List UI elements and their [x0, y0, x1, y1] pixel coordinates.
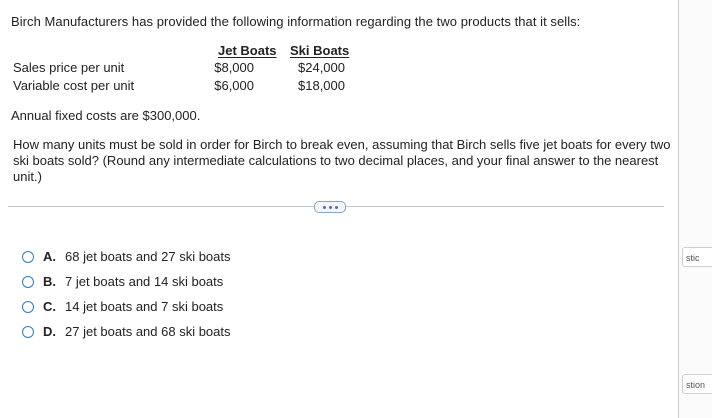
option-text: 68 jet boats and 27 ski boats: [65, 249, 231, 264]
option-text: 27 jet boats and 68 ski boats: [65, 324, 231, 339]
answer-options: [22, 244, 231, 344]
cell-jet-sales-price: $8,000: [214, 60, 254, 75]
column-header-ski-boats: Ski Boats: [290, 43, 350, 58]
option-text: 7 jet boats and 14 ski boats: [65, 274, 224, 289]
cell-jet-variable-cost: $6,000: [214, 78, 254, 93]
problem-intro: Birch Manufacturers has provided the following information regarding the two products that it sells:: [11, 14, 581, 29]
radio-button-a[interactable]: [22, 251, 34, 263]
radio-button-c[interactable]: [22, 301, 34, 313]
radio-button-d[interactable]: [22, 326, 34, 338]
fixed-costs-text: Annual fixed costs are $300,000.: [11, 108, 201, 123]
row-label-variable-cost: Variable cost per unit: [13, 78, 135, 93]
cell-ski-sales-price: $24,000: [298, 60, 345, 75]
option-d[interactable]: [22, 319, 231, 344]
option-letter: C.: [43, 299, 56, 314]
cell-ski-variable-cost: $18,000: [298, 78, 345, 93]
side-tab-statistics[interactable]: stic: [682, 247, 712, 267]
question-text: How many units must be sold in order for Birch to break even, assuming that Birch sells five jet boats for every two ski boats sold? (Round any intermediate calculations to two decimal places, and your final answer to the nearest unit.): [13, 137, 671, 184]
option-a[interactable]: [22, 244, 231, 269]
row-label-sales-price: Sales price per unit: [13, 60, 125, 75]
option-letter: D.: [43, 324, 56, 339]
column-header-jet-boats: Jet Boats: [218, 43, 277, 58]
dot-icon: [323, 206, 326, 209]
dot-icon: [335, 206, 338, 209]
expand-more-button[interactable]: [314, 201, 346, 213]
option-text: 14 jet boats and 7 ski boats: [65, 299, 224, 314]
option-letter: A.: [43, 249, 56, 264]
side-tab-question[interactable]: stion: [682, 374, 712, 394]
option-b[interactable]: [22, 269, 231, 294]
radio-button-b[interactable]: [22, 276, 34, 288]
option-letter: B.: [43, 274, 56, 289]
dot-icon: [329, 206, 332, 209]
option-c[interactable]: [22, 294, 231, 319]
